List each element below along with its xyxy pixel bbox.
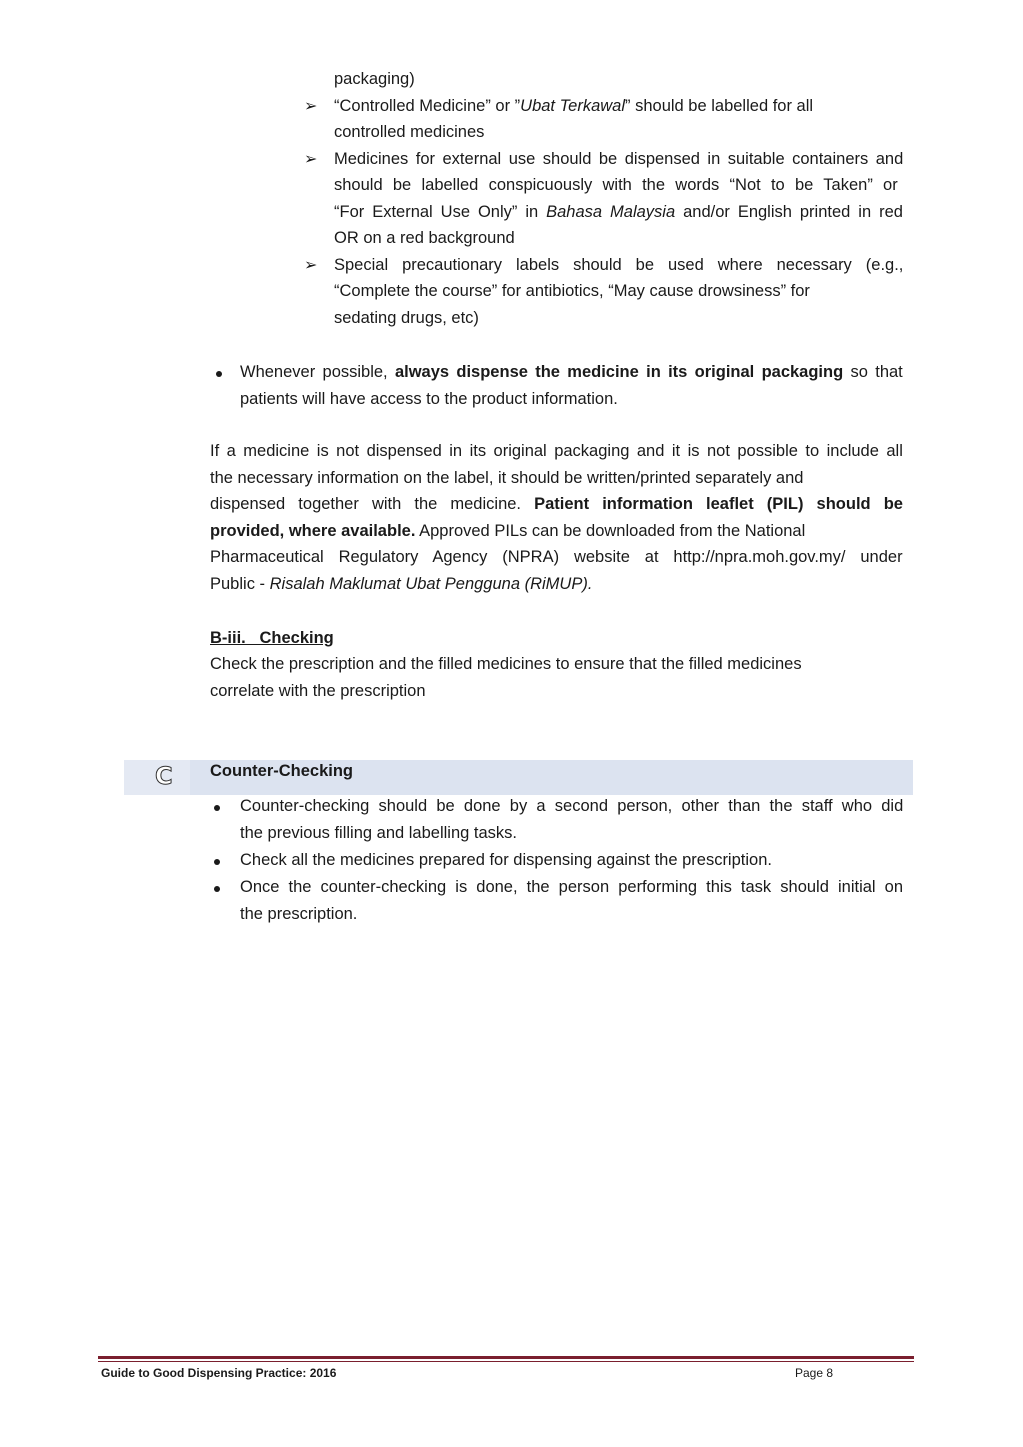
section-heading-counter-checking: Counter-Checking [210, 762, 354, 780]
bullet-line: the prescription. [240, 905, 358, 923]
bullet-line: “Complete the course” for antibiotics, “May cause drowsiness” for [334, 282, 810, 300]
text-span: dispensed together with the medicine. [210, 495, 535, 513]
counter-bullet: Check all the medicines prepared for dispensing against the prescription. [240, 851, 772, 869]
paragraph-line [210, 575, 592, 594]
continuation-text: packaging) [334, 70, 415, 88]
paragraph-line [210, 522, 805, 541]
bullet-precautionary: Special precautionary labels should be used where necessary (e.g., [334, 256, 904, 274]
bullet-controlled-medicine [334, 97, 903, 116]
bullet-line: patients will have access to the product information. [240, 390, 618, 408]
bullet-line [334, 203, 903, 222]
bullet-line: OR on a red background [334, 229, 515, 247]
bullet-dot-icon [214, 859, 220, 865]
paragraph-line [210, 495, 903, 514]
italic-term: Bahasa Malaysia [546, 203, 676, 221]
footer-title: Guide to Good Dispensing Practice: 2016 [101, 1366, 337, 1380]
paragraph-line: Check the prescription and the filled medicines to ensure that the filled medicines [210, 655, 802, 673]
arrow-bullet-icon: ➢ [304, 151, 318, 168]
outlined-c-icon: C [155, 762, 173, 790]
paragraph-line: correlate with the prescription [210, 682, 426, 700]
bold-text: provided, where available. [210, 522, 416, 540]
text-span: “Controlled Medicine” or ” [334, 97, 521, 115]
text-span: ” should be labelled for all [625, 97, 814, 115]
text-span: “For External Use Only” in [334, 203, 547, 221]
bullet-line: the previous filling and labelling tasks. [240, 824, 517, 842]
page-number: Page 8 [795, 1366, 834, 1380]
text-span: Public - [210, 575, 270, 593]
arrow-bullet-icon: ➢ [304, 257, 318, 274]
bullet-dot-icon [216, 371, 222, 377]
bullet-original-packaging [240, 363, 903, 382]
bold-text: Patient information leaflet (PIL) should be [534, 495, 903, 513]
paragraph-line: the necessary information on the label, it should be written/printed separately and [210, 469, 804, 487]
counter-bullet: Counter-checking should be done by a second person, other than the staff who did [240, 797, 904, 815]
bullet-line: should be labelled conspicuously with the words “Not to be Taken” or [334, 176, 898, 194]
italic-term: Risalah Maklumat Ubat Pengguna (RiMUP). [269, 575, 593, 593]
bullet-external-use: Medicines for external use should be dispensed in suitable containers and [334, 150, 904, 168]
text-span: Approved PILs can be downloaded from the National [415, 522, 806, 540]
text-span: and/or English printed in red [675, 203, 903, 221]
text-span: so that [843, 363, 903, 381]
bullet-line: controlled medicines [334, 123, 485, 141]
bullet-line: sedating drugs, etc) [334, 309, 479, 327]
footer-rule-thin [98, 1361, 914, 1362]
paragraph-line: If a medicine is not dispensed in its original packaging and it is not possible to include all [210, 442, 903, 460]
arrow-bullet-icon: ➢ [304, 98, 318, 115]
italic-term: Ubat Terkawal [520, 97, 626, 115]
bullet-dot-icon [214, 886, 220, 892]
bold-text: always dispense the medicine in its original packaging [394, 363, 844, 381]
text-span: Whenever possible, [240, 363, 395, 381]
section-heading-checking: B-iii. Checking [210, 629, 334, 647]
counter-bullet: Once the counter-checking is done, the person performing this task should initial on [240, 878, 904, 896]
bullet-dot-icon [214, 805, 220, 811]
paragraph-line: Pharmaceutical Regulatory Agency (NPRA) website at http://npra.moh.gov.my/ under [210, 548, 903, 566]
footer-rule [98, 1356, 914, 1359]
